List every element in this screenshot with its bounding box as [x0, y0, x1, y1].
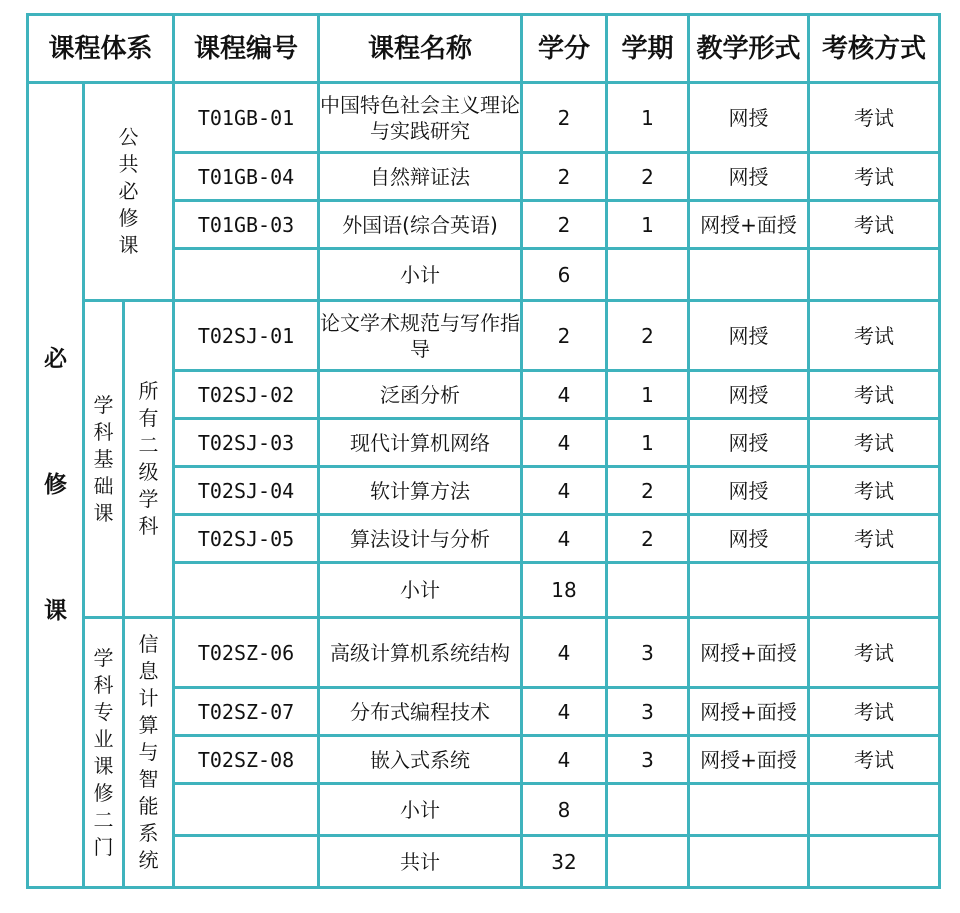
course-credit: 4 [522, 688, 607, 736]
empty-cell [607, 249, 689, 301]
empty-cell [607, 563, 689, 618]
course-exam: 考试 [809, 83, 940, 153]
group-discipline-basic: 学科基础课 [84, 301, 124, 618]
header-course-system: 课程体系 [28, 15, 174, 83]
header-term: 学期 [607, 15, 689, 83]
course-credit: 4 [522, 371, 607, 419]
course-name: 软计算方法 [319, 467, 522, 515]
header-course-code: 课程编号 [174, 15, 319, 83]
course-name: 论文学术规范与写作指导 [319, 301, 522, 371]
header-exam-mode: 考核方式 [809, 15, 940, 83]
course-mode: 网授 [689, 467, 809, 515]
course-term: 2 [607, 467, 689, 515]
subtotal-credit: 8 [522, 784, 607, 836]
course-exam: 考试 [809, 515, 940, 563]
course-term: 2 [607, 301, 689, 371]
course-mode: 网授+面授 [689, 736, 809, 784]
course-code: T02SJ-03 [174, 419, 319, 467]
course-exam: 考试 [809, 467, 940, 515]
group-required: 必修课 [28, 83, 84, 888]
course-exam: 考试 [809, 688, 940, 736]
group-public-required: 公共必修课 [84, 83, 174, 301]
course-term: 1 [607, 371, 689, 419]
group-all-second-level: 所有二级学科 [124, 301, 174, 618]
table-row [28, 618, 940, 688]
course-name: 泛函分析 [319, 371, 522, 419]
course-term: 1 [607, 83, 689, 153]
course-exam: 考试 [809, 301, 940, 371]
total-credit: 32 [522, 836, 607, 888]
course-mode: 网授 [689, 153, 809, 201]
course-mode: 网授 [689, 83, 809, 153]
subtotal-label: 小计 [319, 249, 522, 301]
course-code: T02SZ-08 [174, 736, 319, 784]
course-name: 分布式编程技术 [319, 688, 522, 736]
course-mode: 网授 [689, 301, 809, 371]
course-term: 3 [607, 688, 689, 736]
course-credit: 2 [522, 201, 607, 249]
empty-cell [174, 836, 319, 888]
total-label: 共计 [319, 836, 522, 888]
empty-cell [689, 249, 809, 301]
subtotal-credit: 6 [522, 249, 607, 301]
table-row [28, 301, 940, 371]
course-mode: 网授 [689, 419, 809, 467]
course-mode: 网授 [689, 515, 809, 563]
subtotal-credit: 18 [522, 563, 607, 618]
subtotal-label: 小计 [319, 784, 522, 836]
empty-cell [689, 784, 809, 836]
course-term: 2 [607, 515, 689, 563]
subtotal-label: 小计 [319, 563, 522, 618]
course-term: 3 [607, 618, 689, 688]
course-term: 1 [607, 419, 689, 467]
empty-cell [174, 563, 319, 618]
empty-cell [809, 784, 940, 836]
header-teaching-mode: 教学形式 [689, 15, 809, 83]
empty-cell [607, 784, 689, 836]
group-info-computing: 信息计算与智能系统 [124, 618, 174, 888]
course-name: 高级计算机系统结构 [319, 618, 522, 688]
header-credit: 学分 [522, 15, 607, 83]
table-row [28, 83, 940, 153]
empty-cell [809, 563, 940, 618]
course-mode: 网授+面授 [689, 618, 809, 688]
course-code: T02SJ-04 [174, 467, 319, 515]
empty-cell [809, 249, 940, 301]
course-credit: 2 [522, 153, 607, 201]
course-exam: 考试 [809, 371, 940, 419]
course-name: 中国特色社会主义理论与实践研究 [319, 83, 522, 153]
course-code: T01GB-04 [174, 153, 319, 201]
course-code: T02SJ-02 [174, 371, 319, 419]
course-name: 算法设计与分析 [319, 515, 522, 563]
course-code: T02SJ-01 [174, 301, 319, 371]
course-term: 3 [607, 736, 689, 784]
course-mode: 网授 [689, 371, 809, 419]
course-code: T01GB-01 [174, 83, 319, 153]
empty-cell [689, 563, 809, 618]
empty-cell [174, 784, 319, 836]
course-credit: 4 [522, 736, 607, 784]
course-exam: 考试 [809, 201, 940, 249]
course-exam: 考试 [809, 419, 940, 467]
curriculum-table [26, 13, 941, 889]
empty-cell [689, 836, 809, 888]
course-credit: 2 [522, 83, 607, 153]
course-credit: 4 [522, 419, 607, 467]
course-credit: 4 [522, 515, 607, 563]
course-name: 自然辩证法 [319, 153, 522, 201]
course-name: 嵌入式系统 [319, 736, 522, 784]
course-mode: 网授+面授 [689, 201, 809, 249]
course-code: T02SZ-06 [174, 618, 319, 688]
course-exam: 考试 [809, 153, 940, 201]
course-exam: 考试 [809, 618, 940, 688]
course-code: T02SJ-05 [174, 515, 319, 563]
group-discipline-major: 学科专业课 修二门 [84, 618, 124, 888]
course-name: 现代计算机网络 [319, 419, 522, 467]
header-course-name: 课程名称 [319, 15, 522, 83]
course-credit: 4 [522, 618, 607, 688]
course-code: T02SZ-07 [174, 688, 319, 736]
course-term: 1 [607, 201, 689, 249]
header-row [28, 15, 940, 83]
course-credit: 4 [522, 467, 607, 515]
course-name: 外国语(综合英语) [319, 201, 522, 249]
course-exam: 考试 [809, 736, 940, 784]
course-code: T01GB-03 [174, 201, 319, 249]
empty-cell [174, 249, 319, 301]
course-credit: 2 [522, 301, 607, 371]
empty-cell [809, 836, 940, 888]
course-mode: 网授+面授 [689, 688, 809, 736]
course-term: 2 [607, 153, 689, 201]
empty-cell [607, 836, 689, 888]
